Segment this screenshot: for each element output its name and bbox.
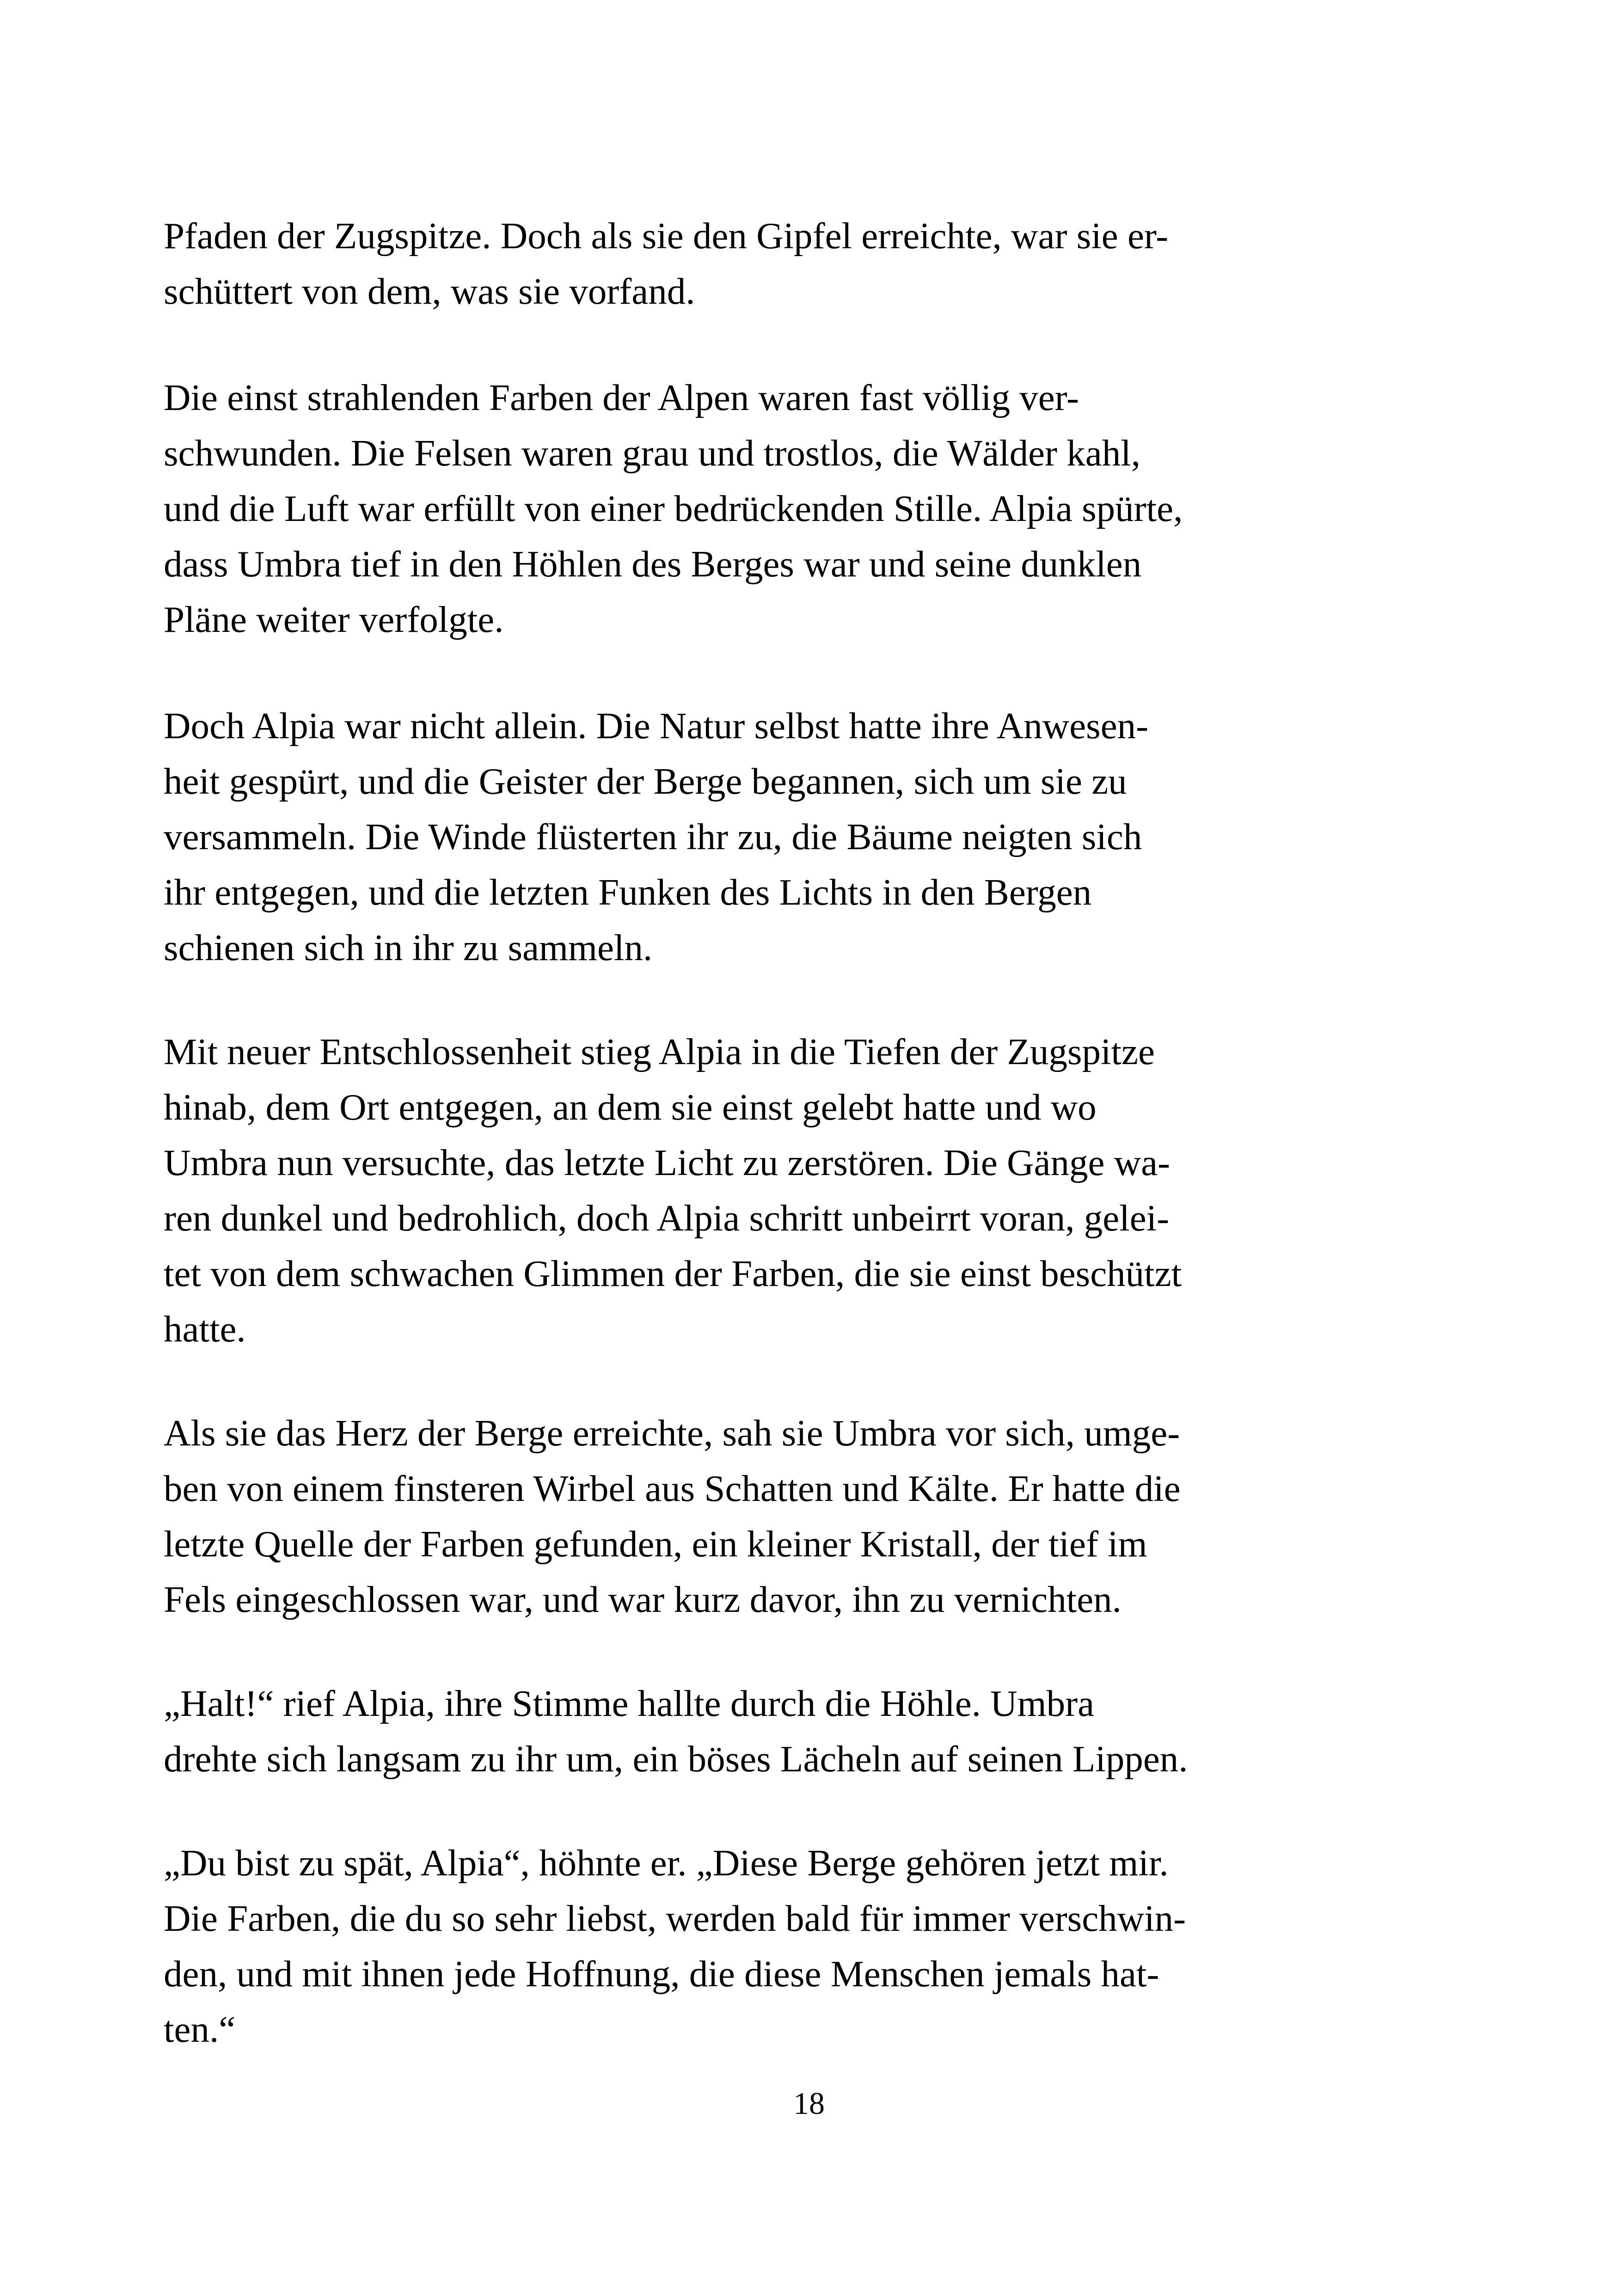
text-line: schwunden. Die Felsen waren grau und trostlos, die Wälder kahl, (164, 432, 1140, 474)
page-number: 18 (793, 2086, 825, 2121)
text-line: Umbra nun versuchte, das letzte Licht zu zerstören. Die Gänge wa- (164, 1142, 1171, 1183)
text-line: „Du bist zu spät, Alpia“, höhnte er. „Diese Berge gehören jetzt mir. (164, 1842, 1169, 1884)
text-line: ren dunkel und bedrohlich, doch Alpia schritt unbeirrt voran, gelei- (164, 1197, 1170, 1239)
text-line: hatte. (164, 1308, 246, 1350)
text-line: ihr entgegen, und die letzten Funken des Lichts in den Bergen (164, 871, 1092, 913)
text-line: Pfaden der Zugspitze. Doch als sie den Gipfel erreichte, war sie er- (164, 215, 1169, 257)
text-line: schüttert von dem, was sie vorfand. (164, 270, 695, 312)
text-line: versammeln. Die Winde flüsterten ihr zu, die Bäume neigten sich (164, 816, 1142, 857)
text-line: ben von einem finsteren Wirbel aus Schatten und Kälte. Er hatte die (164, 1468, 1181, 1509)
text-line: letzte Quelle der Farben gefunden, ein kleiner Kristall, der tief im (164, 1523, 1147, 1565)
text-line: Als sie das Herz der Berge erreichte, sah sie Umbra vor sich, umge- (164, 1412, 1180, 1454)
text-line: Die Farben, die du so sehr liebst, werden bald für immer verschwin- (164, 1898, 1186, 1939)
text-line: dass Umbra tief in den Höhlen des Berges war und seine dunklen (164, 543, 1142, 585)
text-line: Doch Alpia war nicht allein. Die Natur selbst hatte ihre Anwesen- (164, 705, 1149, 747)
text-line: und die Luft war erfüllt von einer bedrückenden Stille. Alpia spürte, (164, 488, 1183, 529)
text-line: Mit neuer Entschlossenheit stieg Alpia in die Tiefen der Zugspitze (164, 1031, 1155, 1072)
text-line: den, und mit ihnen jede Hoffnung, die diese Menschen jemals hat- (164, 1953, 1159, 1995)
text-line: „Halt!“ rief Alpia, ihre Stimme hallte durch die Höhle. Umbra (164, 1683, 1095, 1724)
text-line: schienen sich in ihr zu sammeln. (164, 927, 653, 968)
text-line: Die einst strahlenden Farben der Alpen waren fast völlig ver- (164, 377, 1079, 418)
text-line: Fels eingeschlossen war, und war kurz davor, ihn zu vernichten. (164, 1579, 1122, 1620)
text-line: ten.“ (164, 2008, 236, 2050)
text-line: drehte sich langsam zu ihr um, ein böses Lächeln auf seinen Lippen. (164, 1738, 1188, 1780)
text-line: Pläne weiter verfolgte. (164, 599, 504, 640)
text-line: hinab, dem Ort entgegen, an dem sie einst gelebt hatte und wo (164, 1086, 1097, 1128)
text-line: tet von dem schwachen Glimmen der Farben, die sie einst beschützt (164, 1253, 1182, 1294)
text-line: heit gespürt, und die Geister der Berge begannen, sich um sie zu (164, 760, 1127, 802)
